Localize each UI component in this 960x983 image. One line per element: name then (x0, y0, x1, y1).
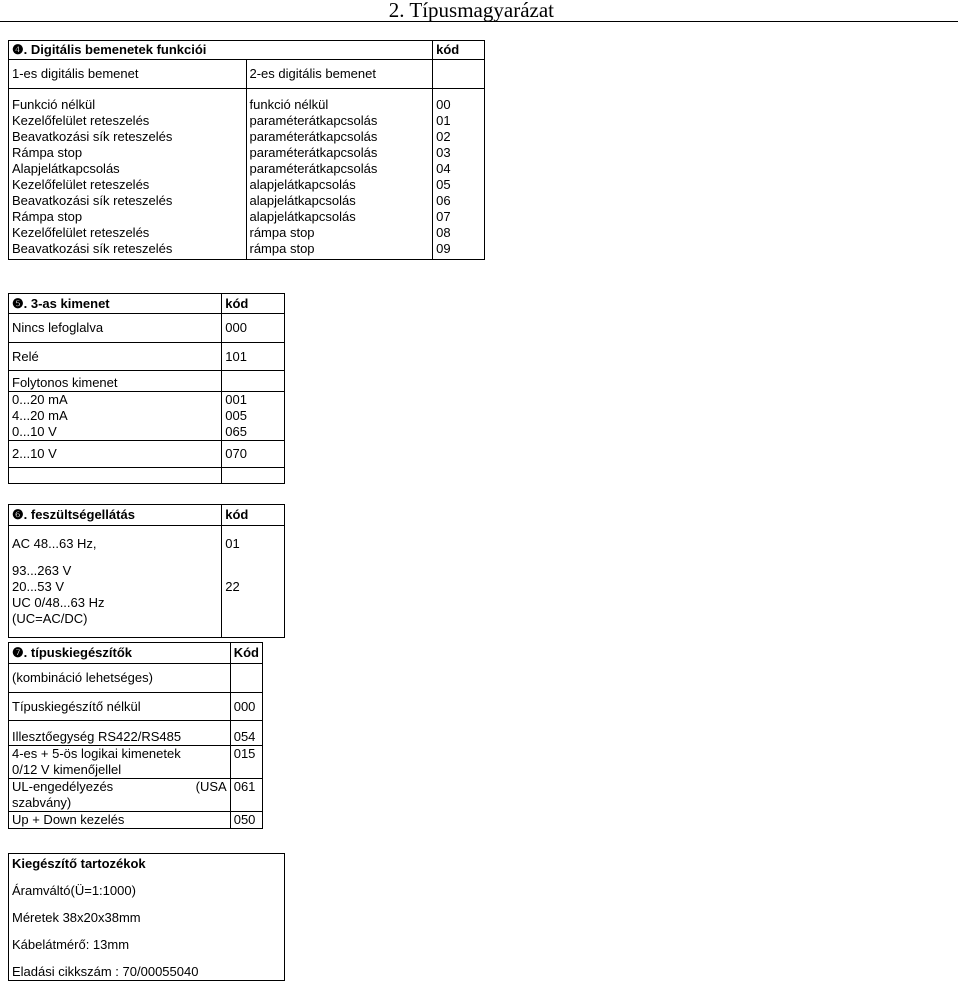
table-row: paraméterátkapcsolás (249, 145, 378, 160)
type-extras-title: ❼. típuskiegészítők (9, 643, 231, 664)
supply-codes (222, 526, 285, 638)
accessories-cell (9, 854, 285, 981)
table-row: rámpa stop (249, 225, 315, 240)
extras-row: Típuskiegészítő nélkül (9, 693, 231, 721)
code-cell: 05 (436, 177, 451, 192)
combination-note: (kombináció lehetséges) (9, 664, 231, 693)
accessory-item: Méretek 38x20x38mm (12, 910, 141, 925)
ul-approval-usa: (USA (195, 779, 227, 794)
empty-cell (9, 468, 222, 484)
empty-cell (230, 664, 262, 693)
table-row: paraméterátkapcsolás (249, 161, 378, 176)
accessory-item: Kábelátmérő: 13mm (12, 937, 130, 952)
code-cell: 070 (222, 441, 285, 468)
code-cell: 065 (225, 424, 247, 439)
table-row: Beavatkozási sík reteszelés (12, 193, 173, 208)
table-row: Funkció nélkül (12, 97, 96, 112)
output-row: Nincs lefoglalva (9, 314, 222, 343)
input-2-column (246, 89, 433, 260)
empty-cell (222, 371, 285, 392)
code-cell: 06 (436, 193, 451, 208)
code-cell: 00 (436, 97, 451, 112)
page-title: 2. Típusmagyarázat (388, 0, 554, 22)
output-3-table (8, 293, 285, 484)
table-row: Alapjelátkapcsolás (12, 161, 120, 176)
logic-outputs-text-2: 0/12 V kimenőjellel (12, 762, 122, 777)
output-row: Relé (9, 343, 222, 371)
code-cell: 02 (436, 129, 451, 144)
code-cell: 09 (436, 241, 451, 256)
table-row: funkció nélkül (249, 97, 329, 112)
code-cell: 050 (230, 812, 262, 829)
power-supply-title: ❻. feszültségellátás (9, 505, 222, 526)
output-row: 4...20 mA (12, 408, 68, 423)
code-cell: 061 (230, 779, 262, 812)
code-cell: 054 (230, 721, 262, 746)
code-cell: 08 (436, 225, 451, 240)
supply-uc-line-3: (UC=AC/DC) (12, 611, 88, 626)
extras-row: Illesztőegység RS422/RS485 (9, 721, 231, 746)
col-input-2: 2-es digitális bemenet (246, 60, 433, 89)
logic-outputs-text: 4-es + 5-ös logikai kimenetek (12, 746, 181, 761)
output-row: 2...10 V (9, 441, 222, 468)
extras-row (9, 746, 231, 779)
code-cell: 22 (225, 579, 240, 594)
supply-uc-line-2: UC 0/48...63 Hz (12, 595, 105, 610)
code-cell: 001 (225, 392, 247, 407)
code-cell: 01 (436, 113, 451, 128)
type-extras-table (8, 642, 263, 829)
accessories-table (8, 853, 285, 981)
accessory-item: Eladási cikkszám : 70/00055040 (12, 964, 199, 979)
power-supply-table (8, 504, 285, 638)
code-column (433, 89, 485, 260)
table-row: alapjelátkapcsolás (249, 193, 356, 208)
table-row: alapjelátkapcsolás (249, 177, 356, 192)
input-1-column (9, 89, 247, 260)
table-row: rámpa stop (249, 241, 315, 256)
supply-ac-line-2: 93...263 V (12, 563, 72, 578)
code-cell: 101 (222, 343, 285, 371)
empty-cell (222, 468, 285, 484)
output-3-title: ❺. 3-as kimenet (9, 294, 222, 314)
code-cell: 015 (230, 746, 262, 779)
code-cell: 000 (230, 693, 262, 721)
code-header: kód (433, 41, 485, 60)
table-row: Kezelőfelület reteszelés (12, 113, 150, 128)
code-cell: 005 (225, 408, 247, 423)
col-code-empty (433, 60, 485, 89)
continuous-output-label: Folytonos kimenet (9, 371, 222, 392)
code-cell: 000 (222, 314, 285, 343)
code-header: Kód (230, 643, 262, 664)
digital-inputs-table (8, 40, 485, 260)
page-header (0, 0, 958, 22)
table-row: Rámpa stop (12, 145, 83, 160)
code-header: kód (222, 294, 285, 314)
code-header: kód (222, 505, 285, 526)
table-row: Beavatkozási sík reteszelés (12, 241, 173, 256)
table-row: Kezelőfelület reteszelés (12, 225, 150, 240)
table-row: Beavatkozási sík reteszelés (12, 129, 173, 144)
table-row: Rámpa stop (12, 209, 83, 224)
output-code-column (222, 392, 285, 441)
digital-inputs-title: ❹. Digitális bemenetek funkciói (9, 41, 433, 60)
code-cell: 04 (436, 161, 451, 176)
code-cell: 03 (436, 145, 451, 160)
output-row: 0...10 V (12, 424, 57, 439)
ul-approval-text: UL-engedélyezés (12, 779, 114, 794)
accessories-title: Kiegészítő tartozékok (12, 856, 146, 871)
accessory-item: Áramváltó(Ü=1:1000) (12, 883, 136, 898)
code-cell: 07 (436, 209, 451, 224)
supply-options (9, 526, 222, 638)
ul-approval-text-2: szabvány) (12, 795, 72, 810)
output-row: 0...20 mA (12, 392, 68, 407)
col-input-1: 1-es digitális bemenet (9, 60, 247, 89)
table-row: paraméterátkapcsolás (249, 113, 378, 128)
table-row: paraméterátkapcsolás (249, 129, 378, 144)
supply-ac-line-1: AC 48...63 Hz, (12, 536, 97, 551)
table-row: Kezelőfelület reteszelés (12, 177, 150, 192)
code-cell: 01 (225, 536, 240, 551)
extras-row (9, 779, 231, 812)
extras-row: Up + Down kezelés (9, 812, 231, 829)
output-range-column (9, 392, 222, 441)
supply-uc-line-1: 20...53 V (12, 579, 65, 594)
table-row: alapjelátkapcsolás (249, 209, 356, 224)
